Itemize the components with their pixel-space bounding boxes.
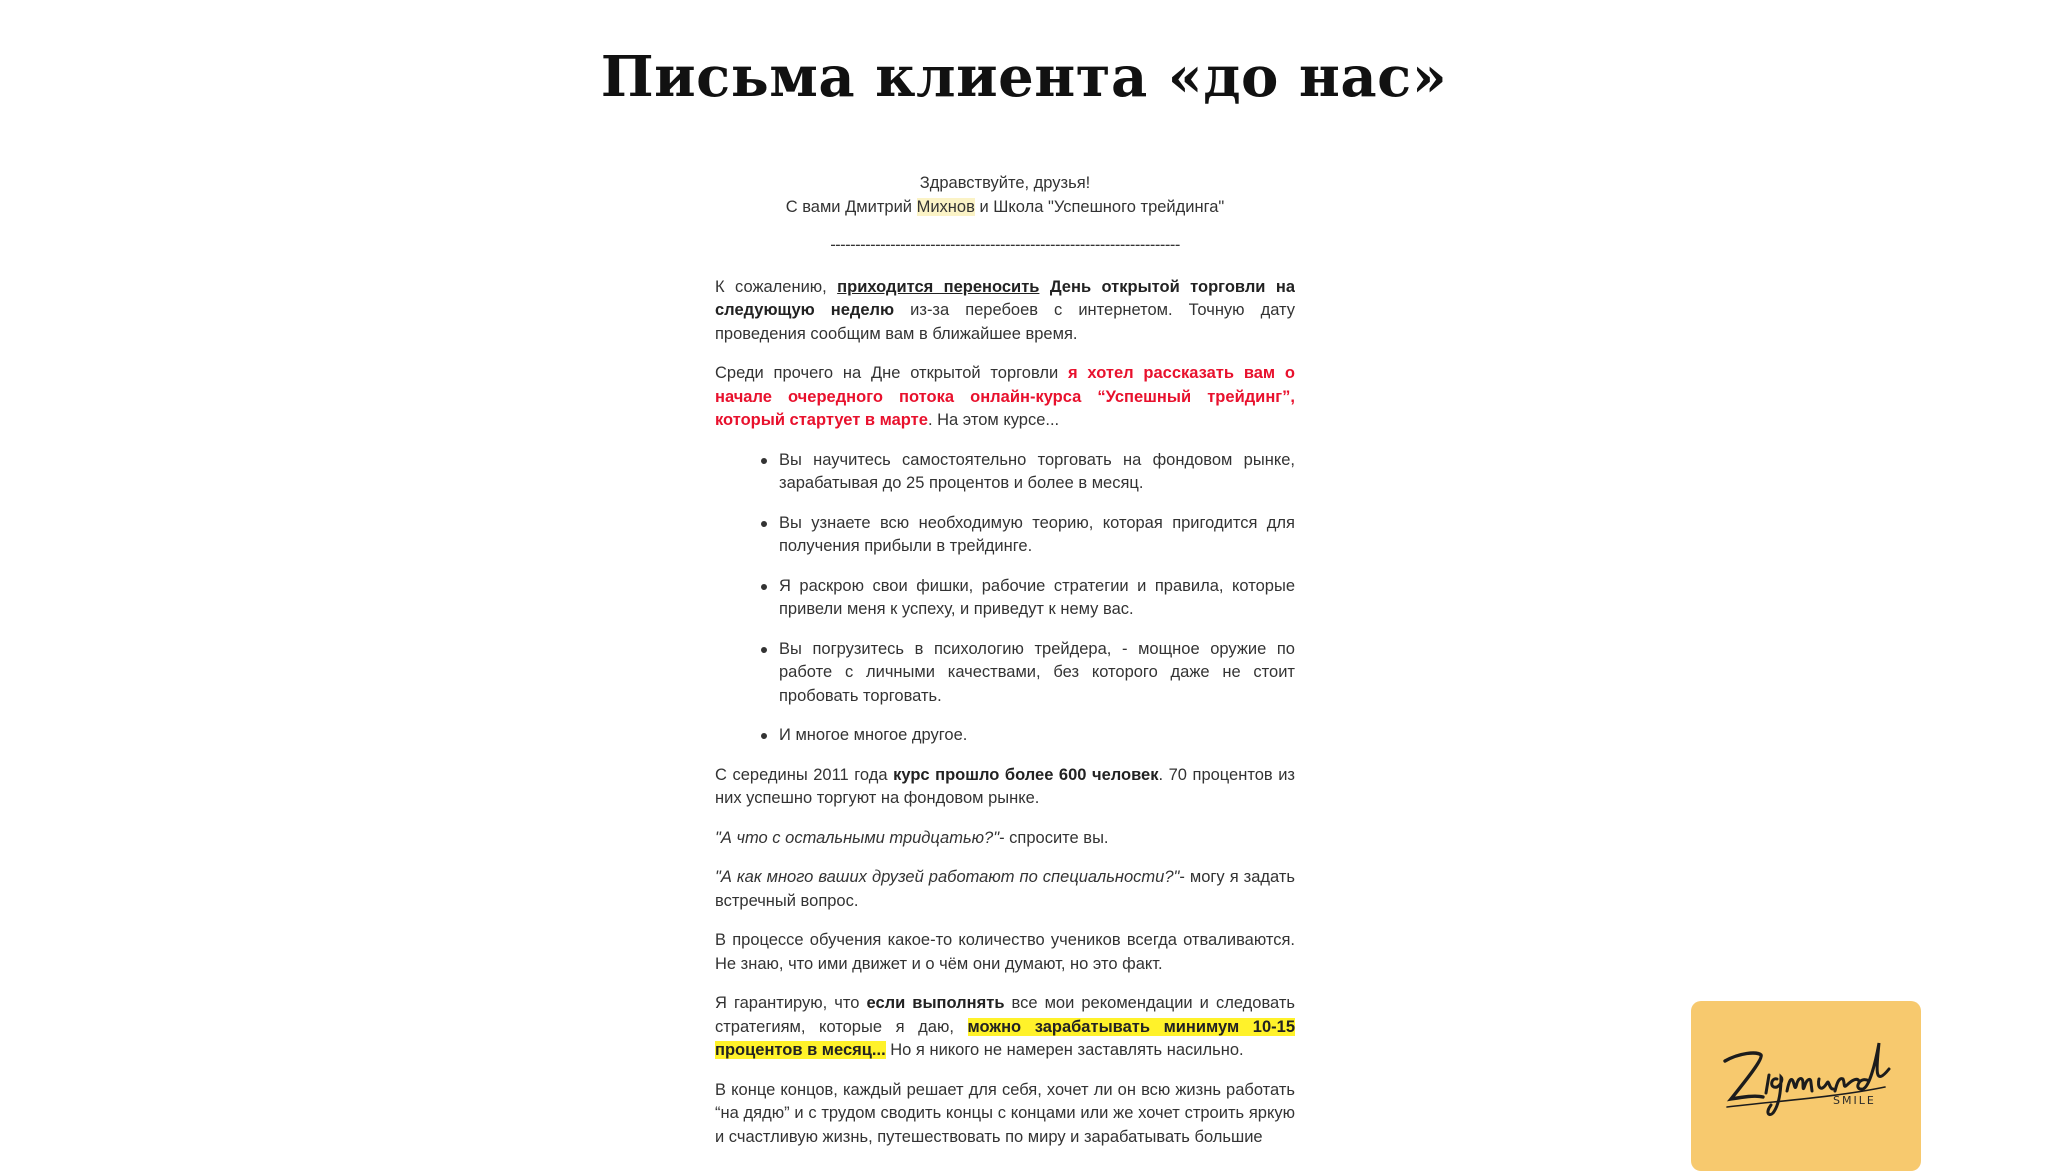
letter-intro (715, 196, 1295, 220)
benefits-list (715, 449, 1295, 748)
paragraph-guarantee (715, 992, 1295, 1063)
letter-greeting: Здравствуйте, друзья! (919, 174, 1091, 192)
list-item (779, 449, 1295, 496)
p1-space (1039, 278, 1049, 296)
list-item-text: И многое многое другое. (779, 726, 968, 744)
p3-text-end: . 70 процентов из них успешно торгуют на фондовом рынке. (715, 765, 1295, 807)
p2-red-highlight: я хотел рассказать вам о начале очередного потока онлайн-курса “Успешный трейдинг”, который стартует в марте (715, 364, 1295, 429)
paragraph-conclusion: В конце концов, каждый решает для себя, хочет ли он всю жизнь работать “на дядю” и с трудом сводить концы с концами или же хочет строить яркую и счастливую жизнь, путешествовать по миру и зарабатывать большие (715, 1080, 1295, 1146)
intro-text-before: С вами Дмитрий (785, 197, 917, 216)
p7-text-mid: все мои рекомендации и следовать стратегиям, которые я даю, (715, 994, 1295, 1036)
list-item-text: Я раскрою свои фишки, рабочие стратегии и правила, которые привели меня к успеху, и приведут к нему вас. (779, 576, 1295, 618)
p1-underlined-bold: приходится переносить (837, 277, 1040, 296)
p2-text: Среди прочего на Дне открытой торговли (715, 364, 1068, 382)
paragraph-course-announce (715, 362, 1295, 433)
zigmund-logo (1691, 1001, 1921, 1171)
list-item-text: Вы погрузитесь в психологию трейдера, - мощное оружие по работе с личными качествами, без которого даже не стоит пробовать торговать. (779, 639, 1295, 705)
paragraph-stats (715, 764, 1295, 811)
bullet-icon (761, 647, 767, 653)
letter-document (715, 172, 1295, 1152)
list-item (779, 512, 1295, 559)
paragraph-postpone (715, 276, 1295, 347)
logo-subtitle: SMILE (1833, 1094, 1876, 1107)
paragraph-dropouts: В процессе обучения какое-то количество учеников всегда отваливаются. Не знаю, что ими движет и о чём они думают, но это факт. (715, 931, 1295, 973)
p1-text: К сожалению, (715, 277, 838, 296)
intro-name-highlight: Михнов (916, 197, 975, 216)
zigmund-script-logo-icon (1717, 1035, 1897, 1125)
p5-italic-quote: "А как много ваших друзей работают по специальности?" (715, 868, 1180, 886)
p7-bold: если выполнять (866, 994, 1005, 1012)
bullet-icon (761, 733, 767, 739)
p1-text-end: из-за перебоев с интернетом. Точную дату проведения сообщим вам в ближайшее время. (715, 301, 1295, 343)
bullet-icon (761, 458, 767, 464)
p2-text-end: . На этом курсе... (927, 411, 1060, 429)
letter-divider: ---------------------------------------------------------------------- (830, 236, 1180, 254)
p7-yellow-highlight: можно зарабатывать минимум 10-15 процентов в месяц... (715, 1017, 1295, 1059)
p5-text: - могу я задать встречный вопрос. (715, 868, 1295, 910)
bullet-icon (761, 584, 767, 590)
intro-text-after: и Школа "Успешного трейдинга" (974, 197, 1225, 216)
list-item (779, 724, 1295, 748)
paragraph-question-2 (715, 866, 1295, 913)
p4-italic-quote: "А что с остальными тридцатью?" (715, 828, 1000, 847)
p4-text: - спросите вы. (999, 828, 1109, 847)
slide-title: Письма клиента «до нас» (600, 44, 1448, 110)
bullet-icon (761, 521, 767, 527)
p7-text: Я гарантирую, что (715, 994, 867, 1012)
p3-bold: курс прошло более 600 человек (893, 765, 1159, 784)
p3-text: С середины 2011 года (715, 765, 894, 784)
list-item-text: Вы научитесь самостоятельно торговать на фондовом рынке, зарабатывая до 25 процентов и более в месяц. (779, 450, 1295, 492)
list-item (779, 575, 1295, 622)
paragraph-question-1 (715, 827, 1295, 851)
list-item-text: Вы узнаете всю необходимую теорию, которая пригодится для получения прибыли в трейдинге. (779, 513, 1295, 555)
p7-text-end: Но я никого не намерен заставлять насильно. (885, 1041, 1244, 1059)
p1-bold: День открытой торговли на следующую неделю (715, 277, 1295, 319)
list-item (779, 638, 1295, 709)
